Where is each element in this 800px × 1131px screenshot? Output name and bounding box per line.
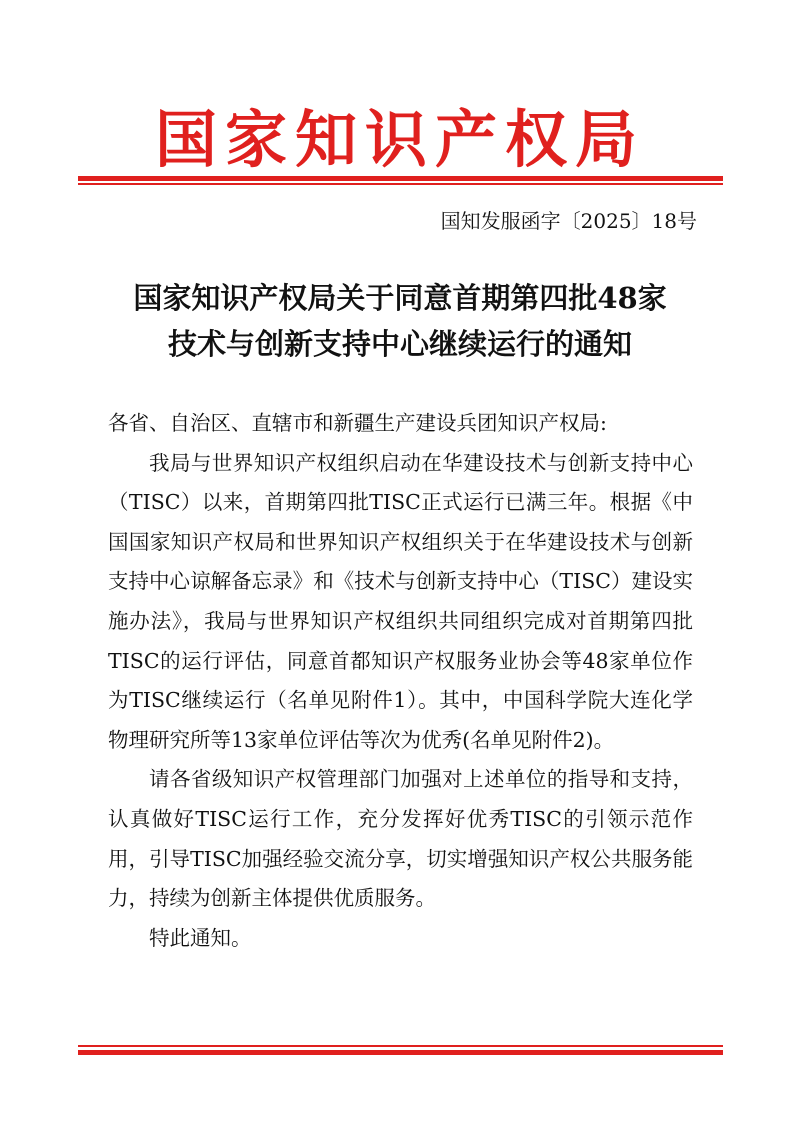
header-rule-thin (78, 183, 723, 185)
document-number: 国知发服函字〔2025〕18号 (440, 209, 697, 233)
body-paragraph-2: 请各省级知识产权管理部门加强对上述单位的指导和支持，认真做好TISC运行工作，充分发挥好优秀TISC的引领示范作用，引导TISC加强经验交流分享，切实增强知识产权公共服务能力，持续为创新主体提供优质服务。 (108, 767, 693, 911)
salutation: 各省、自治区、直辖市和新疆生产建设兵团知识产权局: (108, 411, 607, 435)
body-paragraph-1: 我局与世界知识产权组织启动在华建设技术与创新支持中心（TISC）以来，首期第四批TISC正式运行已满三年。根据《中国国家知识产权局和世界知识产权组织关于在华建设技术与创新支持中心谅解备忘录》和《技术与创新支持中心（TISC）建设实施办法》，我局与世界知识产权组织共同组织完成对首期第四批TISC的运行评估，同意首都知识产权服务业协会等48家单位作为TISC继续运行（名单见附件1）。其中，中国科学院大连化学物理研究所等13家单位评估等次为优秀(名单见附件2)。 (108, 450, 693, 752)
notice-title-line-1: 国家知识产权局关于同意首期第四批48家 (133, 281, 667, 315)
agency-name-header: 国家知识产权局 (154, 103, 645, 176)
footer-rule-thick (78, 1050, 723, 1055)
notice-title-line-2: 技术与创新支持中心继续运行的通知 (167, 327, 632, 361)
header-rule-thick (78, 176, 723, 181)
notice-body (108, 404, 693, 958)
closing-line: 特此通知。 (149, 925, 252, 950)
footer-rule-thin (78, 1045, 723, 1047)
